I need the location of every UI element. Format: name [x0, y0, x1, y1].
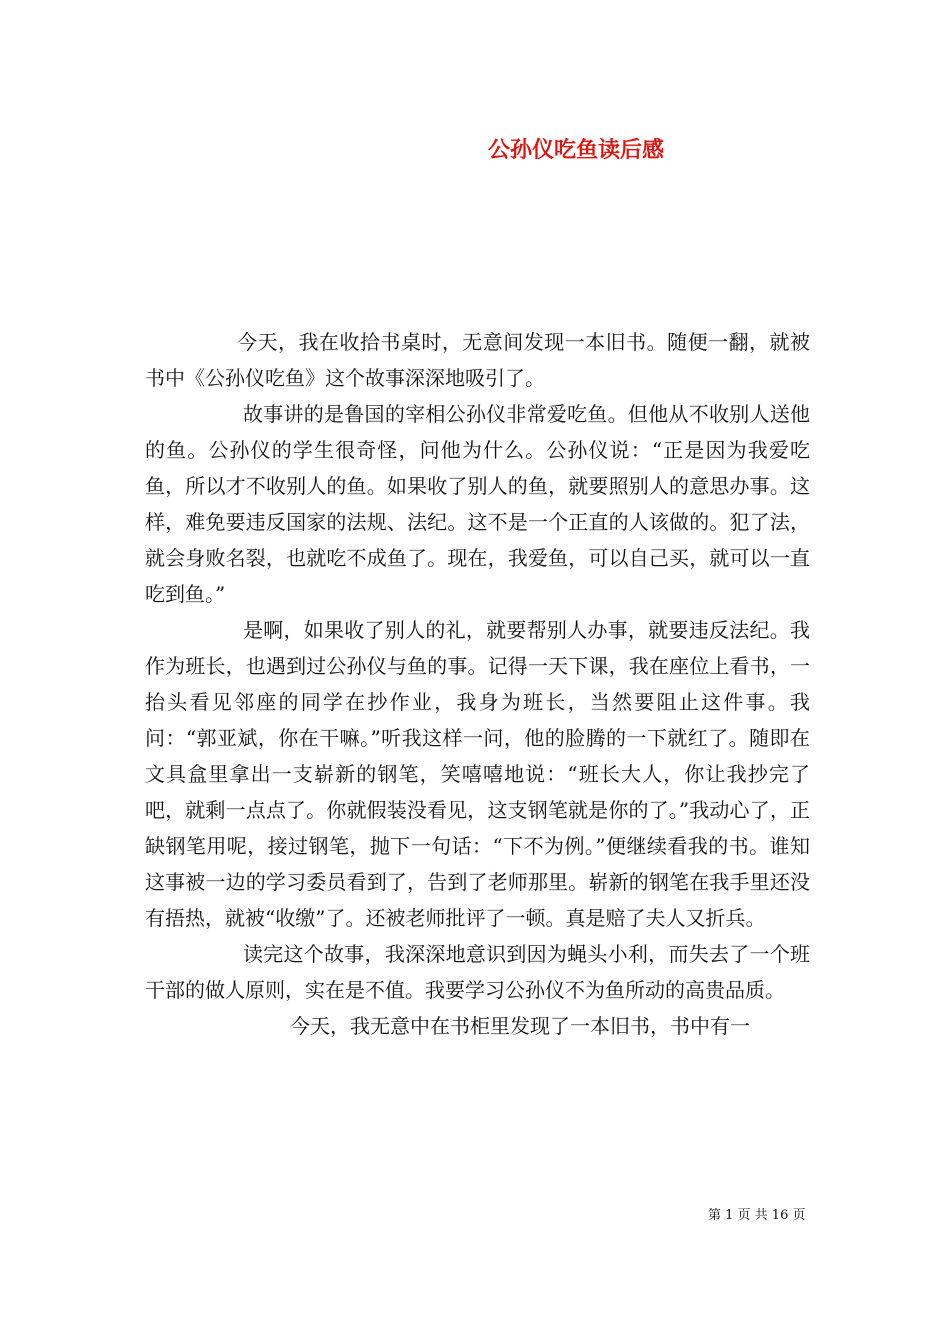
paragraph-2: 故事讲的是鲁国的宰相公孙仪非常爱吃鱼。但他从不收别人送他的鱼。公孙仪的学生很奇怪，问他为什么。公孙仪说：“正是因为我爱吃鱼，所以才不收别人的鱼。如果收了别人的鱼，就要照别人的意思办事。这样，难免要违反国家的法规、法纪。这不是一个正直的人该做的。犯了法，就会身败名裂，也就吃不成鱼了。现在，我爱鱼，可以自己买，就可以一直吃到鱼。”: [145, 402, 810, 606]
paragraph-1: 今天，我在收拾书桌时，无意间发现一本旧书。随便一翻，就被书中《公孙仪吃鱼》这个故事深深地吸引了。: [145, 330, 810, 390]
paragraph-5: 今天，我无意中在书柜里发现了一本旧书，书中有一: [290, 1014, 750, 1038]
document-title: 公孙仪吃鱼读后感: [488, 137, 665, 163]
paragraph-3: 是啊，如果收了别人的礼，就要帮别人办事，就要违反法纪。我作为班长，也遇到过公孙仪与鱼的事。记得一天下课，我在座位上看书，一抬头看见邻座的同学在抄作业，我身为班长，当然要阻止这件事。我问：“郭亚斌，你在干嘛。”听我这样一问，他的脸腾的一下就红了。随即在文具盒里拿出一支崭新的钢笔，笑嘻嘻地说：“班长大人，你让我抄完了吧，就剩一点点了。你就假装没看见，这支钢笔就是你的了。”我动心了，正缺钢笔用呢，接过钢笔，抛下一句话：“下不为例。”便继续看我的书。谁知这事被一边的学习委员看到了，告到了老师那里。崭新的钢笔在我手里还没有捂热，就被“收缴”了。还被老师批评了一顿。真是赔了夫人又折兵。: [145, 618, 810, 930]
paragraph-4: 读完这个故事，我深深地意识到因为蝇头小利，而失去了一个班干部的做人原则，实在是不值。我要学习公孙仪不为鱼所动的高贵品质。: [145, 942, 810, 1002]
document-body: [145, 324, 810, 1044]
page-number: 第 1 页 共 16 页: [708, 1208, 806, 1223]
